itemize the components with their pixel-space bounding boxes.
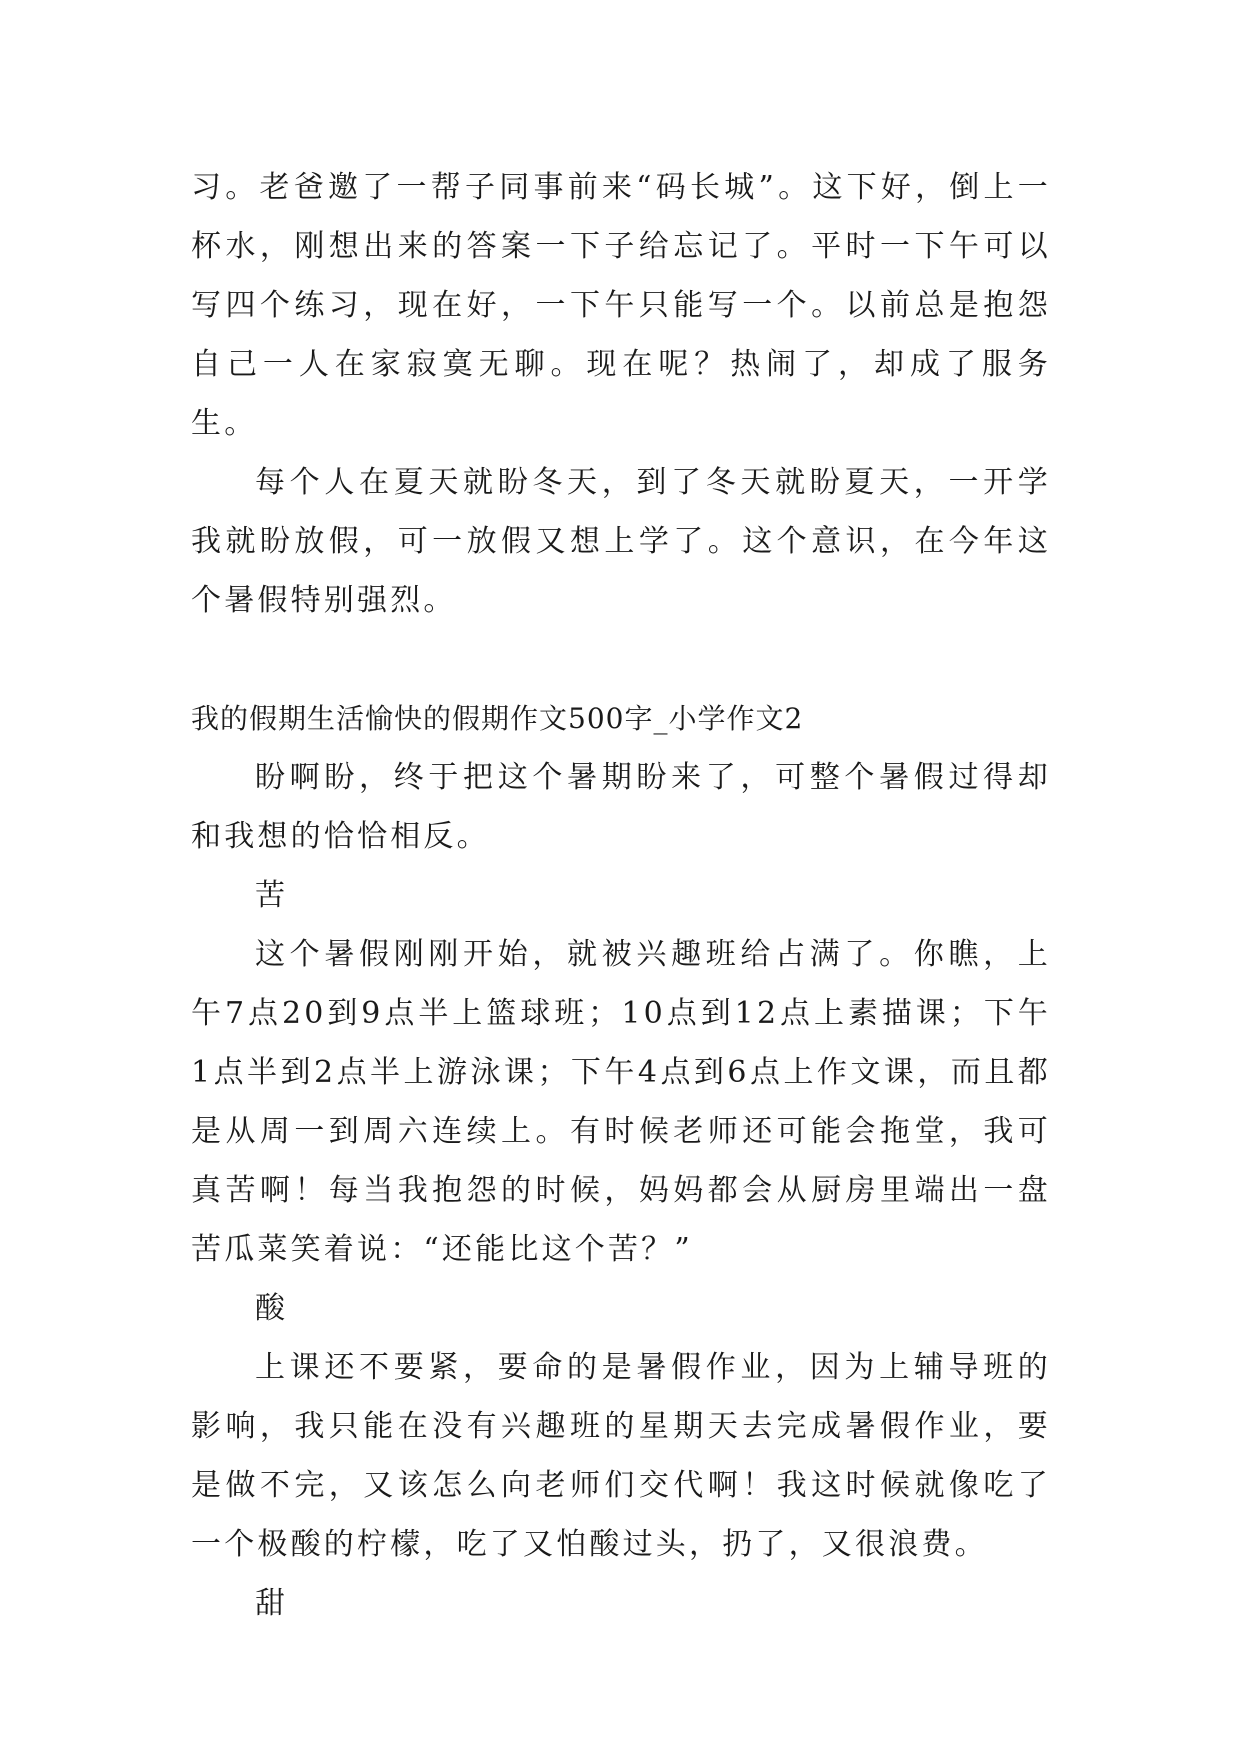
paragraph: 盼啊盼，终于把这个暑期盼来了，可整个暑假过得却和我想的恰恰相反。 [191,760,1051,854]
section-heading-bitter: 苦 [255,878,289,913]
section-heading-sweet: 甜 [255,1586,289,1621]
paragraph: 习。老爸邀了一帮子同事前来“码长城”。这下好，倒上一杯水，刚想出来的答案一下子给忘记了。平时一下午可以写四个练习，现在好，一下午只能写一个。以前总是抱怨自己一人在家寂寞无聊。现在呢？热闹了，却成了服务生。 [191,170,1051,441]
article-title: 我的假期生活愉快的假期作文500字_小学作文2 [191,702,804,735]
section-heading-sour: 酸 [255,1291,289,1326]
paragraph: 每个人在夏天就盼冬天，到了冬天就盼夏天，一开学我就盼放假，可一放假又想上学了。这个意识，在今年这个暑假特别强烈。 [191,465,1051,618]
paragraph: 这个暑假刚刚开始，就被兴趣班给占满了。你瞧，上午7点20到9点半上篮球班；10点到12点上素描课；下午1点半到2点半上游泳课；下午4点到6点上作文课，而且都是从周一到周六连续上。有时候老师还可能会拖堂，我可真苦啊！每当我抱怨的时候，妈妈都会从厨房里端出一盘苦瓜菜笑着说：“还能比这个苦？” [191,937,1051,1267]
section-gap [191,630,1051,689]
document-page [191,158,1051,1633]
paragraph: 上课还不要紧，要命的是暑假作业，因为上辅导班的影响，我只能在没有兴趣班的星期天去完成暑假作业，要是做不完，又该怎么向老师们交代啊！我这时候就像吃了一个极酸的柠檬，吃了又怕酸过头，扔了，又很浪费。 [191,1350,1051,1562]
